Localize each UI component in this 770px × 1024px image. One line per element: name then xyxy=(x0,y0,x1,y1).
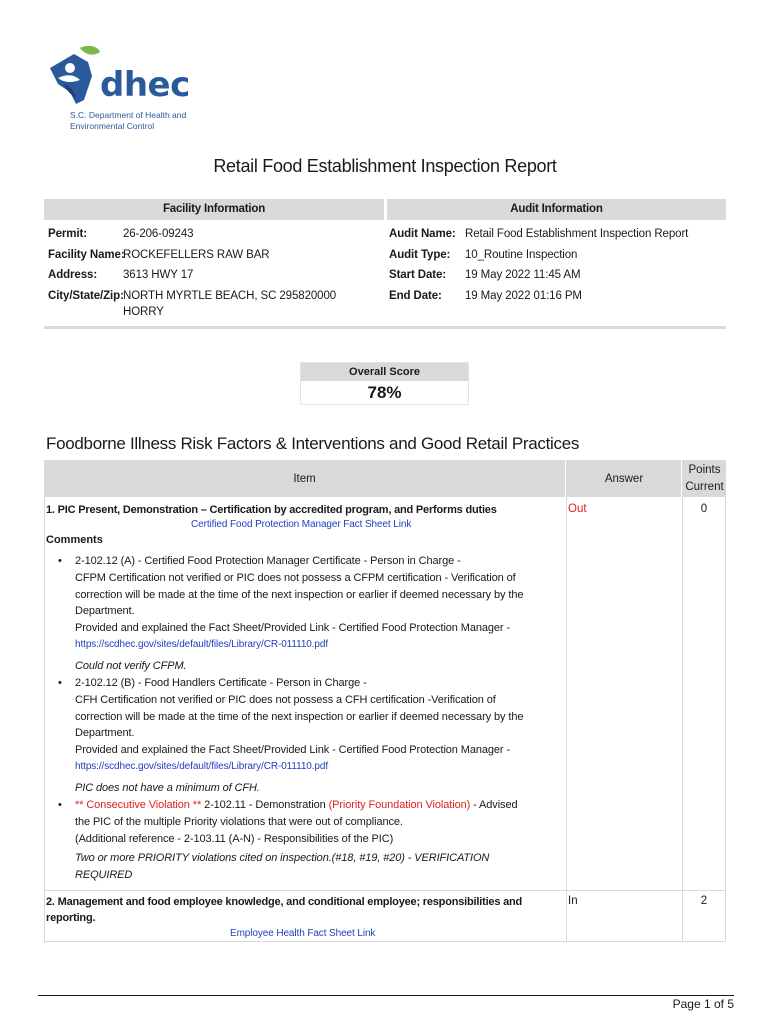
overall-score-value: 78% xyxy=(367,383,402,402)
comment-3-line-2: the PIC of the multiple Priority violations that were out of compliance. xyxy=(75,815,403,828)
comment-1-url-link[interactable]: https://scdhec.gov/sites/default/files/Library/CR-011110.pdf xyxy=(75,638,329,650)
audit-name-value: Retail Food Establishment Inspection Report xyxy=(465,228,689,240)
item-2-answer: In xyxy=(568,895,578,907)
item-1-fact-sheet-link[interactable]: Certified Food Protection Manager Fact Sheet Link xyxy=(191,519,412,530)
table-border-left xyxy=(44,460,45,942)
col-divider-points xyxy=(682,460,683,942)
row-divider xyxy=(44,890,726,891)
comment-2-line-4: Department. xyxy=(75,727,135,740)
audit-info-header: Audit Information xyxy=(387,199,726,220)
comment-3-note-line-1: Two or more PRIORITY violations cited on inspection.(#18, #19, #20) - VERIFICATION xyxy=(75,852,490,865)
consecutive-violation-flag: ** Consecutive Violation ** xyxy=(75,799,202,811)
items-table xyxy=(44,460,726,942)
end-date-value: 19 May 2022 01:16 PM xyxy=(465,290,582,302)
item-1-title: 1. PIC Present, Demonstration – Certification by accredited program, and Performs duties xyxy=(46,504,497,516)
item-2-fact-sheet-link[interactable]: Employee Health Fact Sheet Link xyxy=(230,928,376,939)
comment-2-bullet: • xyxy=(58,677,62,689)
address-value: 3613 HWY 17 xyxy=(123,269,194,281)
item-col-header: Item xyxy=(293,473,316,485)
item-2-points: 2 xyxy=(700,895,708,907)
priority-foundation-flag: (Priority Foundation Violation) xyxy=(328,799,471,811)
comment-1-line-2: CFPM Certification not verified or PIC does not possess a CFPM certification - Verification of xyxy=(75,571,516,584)
table-border-right xyxy=(725,460,726,942)
comment-1-line-3: correction will be made at the time of the next inspection or earlier if deemed necessary by the xyxy=(75,588,524,601)
points-col-header-line1: Points xyxy=(688,464,721,476)
dhec-logo-mark xyxy=(44,44,104,114)
answer-col-header: Answer xyxy=(604,473,644,485)
comment-3-line-3: (Additional reference - 2-103.11 (A-N) - Responsibilities of the PIC) xyxy=(75,832,394,845)
page-number: Page 1 of 5 xyxy=(672,997,734,1011)
report-title: Retail Food Establishment Inspection Report xyxy=(213,156,557,176)
permit-value: 26-206-09243 xyxy=(123,228,194,240)
comment-3-tail: - Advised xyxy=(470,799,518,811)
logo-subtitle: S.C. Department of Health and Environmental Control xyxy=(70,110,187,131)
facility-info-header: Facility Information xyxy=(44,199,384,220)
comment-2 xyxy=(75,675,575,797)
item-1-points: 0 xyxy=(700,503,708,515)
end-date-label: End Date: xyxy=(389,290,442,302)
comment-1-note: Could not verify CFPM. xyxy=(75,659,187,672)
points-col-header-line2: Current xyxy=(685,481,724,493)
info-table xyxy=(44,199,726,329)
audit-type-label: Audit Type: xyxy=(389,249,451,261)
comment-3 xyxy=(75,797,575,884)
comment-1-line-1: 2-102.12 (A) - Certified Food Protection Manager Certificate - Person in Charge - xyxy=(75,555,461,567)
comment-2-line-2: CFH Certification not verified or PIC does not possess a CFH certification -Verification of xyxy=(75,693,496,706)
comment-2-note: PIC does not have a minimum of CFH. xyxy=(75,781,260,794)
comment-1-line-5: Provided and explained the Fact Sheet/Provided Link - Certified Food Protection Manager - xyxy=(75,622,511,635)
facility-name-value: ROCKEFELLERS RAW BAR xyxy=(123,249,270,261)
comment-2-line-1: 2-102.12 (B) - Food Handlers Certificate - Person in Charge - xyxy=(75,677,367,689)
footer-rule xyxy=(38,995,734,996)
section-title: Foodborne Illness Risk Factors & Interventions and Good Retail Practices xyxy=(46,434,580,453)
item-2-title-line-2: reporting. xyxy=(46,912,96,924)
comment-2-line-3: correction will be made at the time of the next inspection or earlier if deemed necessary by the xyxy=(75,710,524,723)
audit-name-label: Audit Name: xyxy=(389,228,456,240)
start-date-value: 19 May 2022 11:45 AM xyxy=(465,269,581,281)
comment-2-url-link[interactable]: https://scdhec.gov/sites/default/files/Library/CR-011110.pdf xyxy=(75,760,329,772)
item-2-title-line-1: 2. Management and food employee knowledge, and conditional employee; responsibilities and xyxy=(46,896,523,908)
comment-3-code: 2-102.11 - Demonstration xyxy=(201,799,329,811)
start-date-label: Start Date: xyxy=(389,269,447,281)
facility-name-label: Facility Name: xyxy=(48,249,125,261)
logo-wordmark: dhec xyxy=(100,65,190,105)
audit-type-value: 10_Routine Inspection xyxy=(465,249,578,261)
permit-label: Permit: xyxy=(48,228,87,240)
comment-1 xyxy=(75,553,575,675)
comment-1-bullet: • xyxy=(58,555,62,567)
comment-1-line-4: Department. xyxy=(75,605,135,618)
comment-3-note-line-2: REQUIRED xyxy=(75,869,133,882)
overall-score-label: Overall Score xyxy=(301,363,468,381)
address-label: Address: xyxy=(48,269,98,281)
item-1-answer: Out xyxy=(568,503,587,515)
city-value: NORTH MYRTLE BEACH, SC 295820000 HORRY xyxy=(123,290,337,318)
table-border-bottom xyxy=(44,941,726,942)
comments-heading: Comments xyxy=(46,534,103,546)
comment-3-line-1 xyxy=(75,797,575,814)
overall-score-box xyxy=(300,362,469,405)
dhec-logo xyxy=(44,44,244,134)
city-label: City/State/Zip: xyxy=(48,290,124,302)
comment-2-line-5: Provided and explained the Fact Sheet/Provided Link - Certified Food Protection Manager - xyxy=(75,744,511,757)
comment-3-bullet: • xyxy=(58,799,62,811)
